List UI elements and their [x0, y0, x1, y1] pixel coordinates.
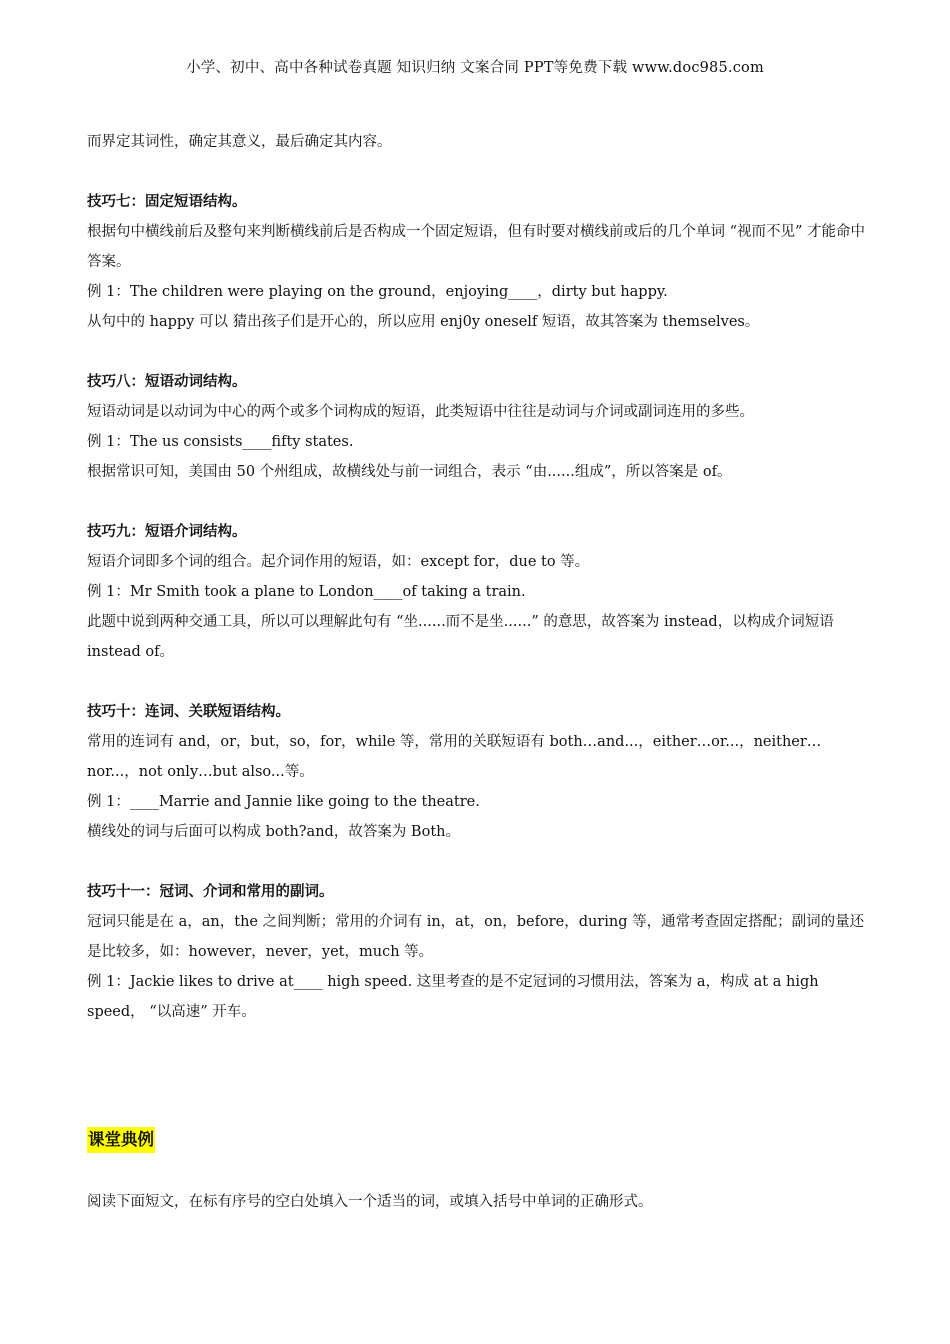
- page-header: [0, 56, 950, 77]
- example-sentence: 例 1：Jackie likes to drive at____ high speed. 这里考查的是不定冠词的习惯用法，答案为 a，构成 at a high speed， “以高速” 开车。: [87, 974, 819, 1020]
- explanation: 此题中说到两种交通工具，所以可以理解此句有 “坐......而不是坐......” 的意思，故答案为 instead，以构成介词短语 instead of。: [87, 614, 834, 660]
- section-paragraph: 冠词只能是在 a，an，the 之间判断；常用的介词有 in，at，on，before，during 等，通常考查固定搭配；副词的量还是比较多，如：however，never，yet，much 等。: [87, 914, 865, 960]
- section-paragraph: 根据句中横线前后及整句来判断横线前后是否构成一个固定短语，但有时要对横线前或后的几个单词 “视而不见” 才能命中答案。: [87, 224, 866, 270]
- section-title: 技巧十：连词、关联短语结构。: [87, 704, 290, 720]
- classroom-example-title: 课堂典例: [87, 1127, 155, 1153]
- section-title: 技巧九：短语介词结构。: [87, 524, 247, 540]
- intro-line: 而界定其词性，确定其意义，最后确定其内容。: [87, 134, 392, 150]
- reading-instruction: 阅读下面短文，在标有序号的空白处填入一个适当的词，或填入括号中单词的正确形式。: [87, 1194, 653, 1210]
- example-sentence: 例 1：____Marrie and Jannie like going to the theatre.: [87, 794, 480, 810]
- example-sentence: 例 1：Mr Smith took a plane to London____of taking a train.: [87, 584, 526, 600]
- section-tip-11: [87, 877, 867, 1027]
- section-paragraph: 短语介词即多个词的组合。起介词作用的短语，如：except for，due to 等。: [87, 554, 590, 570]
- section-tip-10: [87, 697, 867, 847]
- section-tip-7: [87, 187, 867, 337]
- section-title: 技巧十一：冠词、介词和常用的副词。: [87, 884, 334, 900]
- explanation: 横线处的词与后面可以构成 both?and，故答案为 Both。: [87, 824, 460, 840]
- explanation: 从句中的 happy 可以 猜出孩子们是开心的，所以应用 enj0y oneself 短语，故其答案为 themselves。: [87, 314, 760, 330]
- section-title: 技巧七：固定短语结构。: [87, 194, 247, 210]
- section-title: 技巧八：短语动词结构。: [87, 374, 247, 390]
- section-paragraph: 常用的连词有 and，or，but，so，for，while 等，常用的关联短语有 both…and...，either…or...，neither…nor...，not only…but also...等。: [87, 734, 822, 780]
- explanation: 根据常识可知，美国由 50 个州组成，故横线处与前一词组合，表示 “由......组成”，所以答案是 of。: [87, 464, 732, 480]
- document-body: [87, 127, 867, 1027]
- section-paragraph: 短语动词是以动词为中心的两个或多个词构成的短语，此类短语中往往是动词与介词或副词连用的多些。: [87, 404, 754, 420]
- section-tip-8: [87, 367, 867, 487]
- example-sentence: 例 1：The us consists____fifty states.: [87, 434, 354, 450]
- section-tip-9: [87, 517, 867, 667]
- header-text: 小学、初中、高中各种试卷真题 知识归纳 文案合同 PPT等免费下载 www.doc985.com: [186, 60, 764, 76]
- example-sentence: 例 1：The children were playing on the ground，enjoying____，dirty but happy.: [87, 284, 668, 300]
